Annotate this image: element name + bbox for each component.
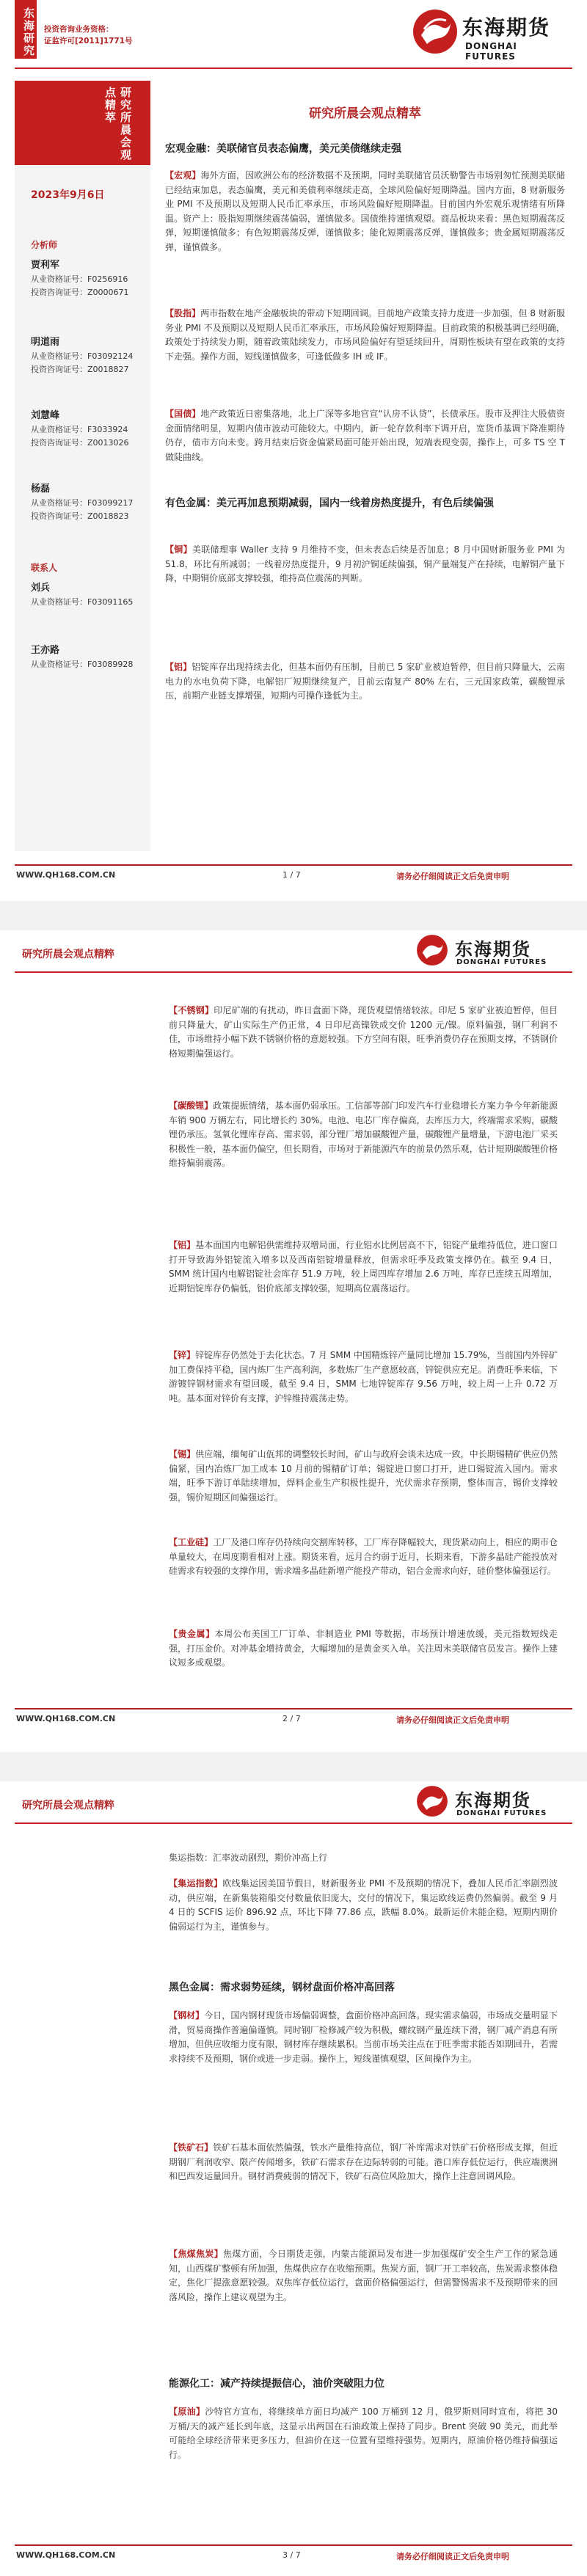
report-date: 2023年9月6日 [31, 189, 105, 201]
para-text: 集运指数：汇率波动剧烈，期价冲高上行 [169, 1853, 328, 1863]
para-text: 政策提振情绪，基本面仍弱承压。工信部等部门印发汽车行业稳增长方案力争今年新能源车销 900 万辆左右，同比增长约 30%。电池、电芯厂库存偏高，去库压力大，终端需求采购，碳酸锂仍承压。氢氧化锂库存高、需求弱，部分锂厂增加碳酸锂产量，碳酸锂产量增量，下游电池厂采买积极性一般，基本面仍偏空，但长期看，市场对于新能源汽车的前景仍然乐观，估计短期碳酸锂价格维持偏弱震荡。 [169, 1101, 558, 1168]
para-text: 本周公布美国工厂订单、非制造业 PMI 等数据，市场预计增速放缓，美元指数短线走强，打压金价。对冲基金增持黄金，大幅增加的是黄金买入单。关注周末美联储官员发言。操作上建议短多或观望。 [169, 1629, 558, 1668]
analyst-cert: 从业资格证号：F03092124 [31, 351, 134, 361]
para-text: 地产政策近日密集落地，北上广深等多地官宣“认房不认贷”，长债承压。股市及押注大股债资金面情绪明显，短期内债市波动可能较大。中期内，新一轮存款利率下调开启，宽货币基调下降准期待仍存，债市方向未变。跨月结束后资金偏紧局面可能开始出现，短端表现变弱，操作上，可多 TS 空 T 做陡曲线。 [165, 409, 565, 462]
page-gap [0, 901, 587, 930]
logo-en: DONGHAI FUTURES [465, 41, 517, 62]
para-tag: 【铜】 [165, 544, 192, 555]
para-tag: 【集运指数】 [169, 1878, 223, 1889]
paragraph-index [165, 307, 565, 364]
paragraph-zinc [169, 1349, 558, 1406]
paragraph-bond [165, 407, 565, 464]
analyst-name: 杨磊 [31, 484, 51, 495]
footer-divider [15, 864, 572, 866]
analyst-cert: 从业资格证号：F03099217 [31, 498, 134, 508]
page-number: 1 / 7 [282, 870, 301, 880]
para-tag: 【铝】 [169, 1240, 196, 1250]
para-tag: 【原油】 [169, 2407, 205, 2417]
footer-disclaimer: 请务必仔细阅读正文后免责申明 [396, 1715, 509, 1725]
paragraph-macro [165, 169, 565, 255]
page-2 [0, 930, 587, 1752]
footer-url[interactable]: WWW.QH168.COM.CN [16, 2550, 116, 2560]
section-title: 黑色金属：需求弱势延续，钢材盘面价格冲高回落 [169, 1982, 395, 1993]
logo-emblem-icon [415, 933, 449, 967]
contact-cert: 从业资格证号：F03089928 [31, 660, 134, 669]
para-tag: 【铁矿石】 [169, 2142, 214, 2153]
section-title: 能源化工：减产持续提振信心，油价突破阻力位 [169, 2378, 384, 2390]
sidebar-vertical-title: 研究所晨会观点精萃 [103, 87, 132, 161]
paragraph-copper [165, 543, 565, 586]
page-2-content [169, 1004, 558, 1668]
header-divider [15, 1822, 572, 1824]
logo-cn: 东海期货 [455, 938, 531, 960]
page-3 [0, 1781, 587, 2576]
paragraph-crude-oil [169, 2405, 558, 2462]
doc-title: 研究所晨会观点精萃 [309, 106, 421, 121]
para-tag: 【国债】 [165, 409, 201, 419]
logo [411, 3, 565, 65]
logo-cn: 东海期货 [462, 15, 551, 40]
analyst-cert: 投资咨询证号：Z0013026 [31, 438, 129, 448]
footer-url[interactable]: WWW.QH168.COM.CN [16, 1714, 116, 1723]
para-tag: 【锡】 [169, 1449, 196, 1459]
para-text: 工厂及港口库存仍持续向交割库转移，工厂库存降幅较大，现货紧动向上，相应的期市仓单量较大，在周度期看相对上涨。期货来看，远月合约弱于近月，长期来看，下游多晶硅产能投放对硅需求有较强的支撑作用，需求端多晶硅新增产能投产带动，铝合金需求向好，硅价整体偏强运行。 [169, 1537, 558, 1576]
paragraph-precious-metals [169, 1627, 558, 1671]
footer-divider [15, 1708, 572, 1710]
para-tag: 【贵金属】 [169, 1629, 215, 1639]
license-line-1: 投资咨询业务资格： [44, 25, 114, 34]
paragraph-iron-ore [169, 2141, 558, 2184]
para-tag: 【股指】 [165, 308, 201, 318]
section-title: 宏观金融：美联储官员表态偏鹰，美元美债继续走强 [165, 143, 401, 155]
para-tag: 【工业硅】 [169, 1537, 214, 1547]
header-divider [15, 67, 572, 69]
sidebar-title-block [15, 81, 150, 165]
license-line-2: 证监许可[2011]1771号 [44, 37, 133, 45]
para-text: 两市指数在地产金融板块的带动下短期回调。目前地产政策支持力度进一步加强，但 8 财新服务业 PMI 不及预期以及短期人民币汇率承压，市场风险偏好短期降温。目前政策的积极基调已经明确，政策处于持续发力期，随着政策陆续发力，市场风险偏好有望延续回升，周期性板块有望在政策的支持下走强。操作方面，短线谨慎做多，可逢低做多 IH 或 IF。 [165, 308, 565, 362]
paragraph-coking-coal [169, 2247, 558, 2305]
analyst-cert: 投资咨询证号：Z0000671 [31, 288, 129, 297]
running-title: 研究所晨会观点精粹 [22, 1800, 114, 1811]
para-text: 锌锭库存仍然处于去化状态。7 月 SMM 中国精炼锌产量同比增加 15.79%，当前国内外锌矿加工费保持平稳，国内炼厂生产高利润，多数炼厂生产意愿较高，锌锭供应充足。消费旺季来临，下游镀锌钢材需求有望回暖，截至 9.4 日，SMM 七地锌锭库存 9.56 万吨，较上周一上升 0.72 万吨。基本面对锌价有支撑，沪锌维持震荡走势。 [169, 1350, 558, 1404]
logo-en: DONGHAI FUTURES [456, 1809, 547, 1817]
para-text: 今日，国内钢材现货市场偏弱调整，盘面价格冲高回落。现实需求偏弱，市场成交量明显下滑，贸易商操作普遍偏谨慎。同时钢厂检修减产较为积极，螺纹钢产量连续下滑，钢厂减产消息有所增加，但供应收缩力度有限，钢材库存继续累积。当前市场关注点在于旺季需求能否如期回升，若需求持续不及预期，钢价或进一步走弱。操作上，短线谨慎观望，区间操作为主。 [169, 2010, 558, 2064]
analyst-cert: 投资咨询证号：Z0018827 [31, 365, 129, 374]
para-tag: 【宏观】 [165, 170, 201, 180]
contact-name: 王亦路 [31, 645, 60, 656]
para-text: 铝锭库存出现持续去化，但基本面仍有压制，目前已 5 家矿业被迫暂停，但目前只降量大，云南电力的水电负荷下降，电解铝厂短期继续复产，目前云南复产 80% 左右，三元国家政策，碳酸锂承压，前期产业链支撑增强，短期内可操作逢低为主。 [165, 662, 565, 701]
para-text: 焦煤方面，今日期货走强，内蒙古能源局发布进一步加强煤矿安全生产工作的紧急通知，山西煤矿整顿有所加强，焦煤供应存在收缩预期。焦炭方面，钢厂开工率较高，焦炭需求整体稳定，焦化厂提涨意愿较强。双焦库存低位运行，盘面价格偏强运行，但需警惕需求不及预期带来的回落风险，操作上建议观望为主。 [169, 2249, 558, 2302]
para-text: 美联储理事 Waller 支持 9 月维持不变，但未表态后续是否加息；8 月中国财新服务业 PMI 为 51.8，环比有所减弱；一线着房热度提升，9 月初沪铜延续偏强，铜产量端复产在持续，电解铜产量下降，中期铜价底部支撑较强，维持高位震荡的判断。 [165, 544, 565, 583]
para-text: 铁矿石基本面依然偏强，铁水产量维持高位，钢厂补库需求对铁矿石价格形成支撑，但近期钢厂利润收窄、限产传闻增多，铁矿石需求存在边际转弱的可能。港口库存低位运行，供应端澳洲和巴西发运量回升。钢材消费疲弱的情况下，铁矿石高位风险加大，操作上注意回调风险。 [169, 2142, 558, 2181]
analyst-cert: 从业资格证号：F0256916 [31, 274, 128, 284]
para-tag: 【锌】 [169, 1350, 196, 1360]
para-text: 印尼矿端的有扰动，昨日盘面下降，现货观望情绪较浓。印尼 5 家矿业被迫暂停，但目前只降量大，矿山实际生产仍正常，4 日印尼高镍铁成交价 1200 元/镍。原料偏强，钢厂利润不佳，市场维持小幅下跌不锈钢价格的意愿较强。下方空间有限，旺季消费仍存在预期支撑，不锈钢价格短期偏强运行。 [169, 1005, 558, 1059]
footer-disclaimer: 请务必仔细阅读正文后免责申明 [396, 872, 509, 881]
para-text: 欧线集运因美国节假日，财新服务业 PMI 不及预期的情况下，叠加人民币汇率剧烈波动，供应端，在新集装箱船交付数量依旧庞大，交付的情况下，集运欧线运费仍然偏弱。截至 9 月 4 日的 SCFIS 运价 896.92 点，环比下降 77.86 点，跌幅 8.0%。最新运价未能企稳，短期内期价偏弱运行为主，谨慎参与。 [169, 1878, 558, 1932]
paragraph-shipping-index [169, 1877, 558, 1934]
paragraph-aluminum [169, 1238, 558, 1296]
footer-disclaimer: 请务必仔细阅读正文后免责申明 [396, 2552, 509, 2561]
subheading-shipping [169, 1851, 558, 1866]
logo-en: DONGHAI FUTURES [456, 958, 547, 966]
paragraph-lithium [169, 1099, 558, 1171]
analyst-name: 明道雨 [31, 337, 60, 348]
page-1 [0, 0, 587, 901]
paragraph-tin [169, 1448, 558, 1505]
para-tag: 【焦煤焦炭】 [169, 2249, 223, 2259]
para-text: 沙特官方宣布，将继续单方面日均减产 100 万桶到 12 月，俄罗斯则同时宣布，将把 30 万桶/天的减产延长到年底，这显示出两国在石油政策上保持了同步。Brent 突破 90 美元，而此举可能给全球经济带来更多压力，但油价在这一位置有望维持强势。短期内，原油价格仍维持偏强运行。 [169, 2407, 558, 2460]
analyst-cert: 投资咨询证号：Z0018823 [31, 511, 129, 521]
logo-cn: 东海期货 [455, 1789, 531, 1811]
para-text: 基本面国内电解铝供需维持双增局面，行业铝水比例居高不下，铝锭产量维持低位，进口窗口打开导致海外铝锭流入增多以及西南铝锭增量释放，但需求旺季及政策支撑仍在。截至 9.4 日，SMM 统计国内电解铝锭社会库存 51.9 万吨，较上周四库存增加 2.6 万吨，库存已连续五周增加，近期铝锭库存仍偏低，铝价底部支撑较强，短期高位震荡运行。 [169, 1240, 558, 1294]
contact-cert: 从业资格证号：F03091165 [31, 597, 134, 607]
footer-url[interactable]: WWW.QH168.COM.CN [16, 870, 116, 880]
para-text: 海外方面，因欧洲公布的经济数据不及预期，同时美联储官员沃勒警告市场别匆忙预测美联储已经结束加息，表态偏鹰，美元和美债利率继续走高，全球风险偏好短期降温。国内方面，8 财新服务业 PMI 不及预期以及短期人民币汇率承压，市场风险偏好短期降温。目前国内外宏观乐观情绪有所降温。资产上：股指短期继续震荡偏弱，谨慎做多。国债维持谨慎观望。商品板块来看：黑色短期震荡反弹，短期谨慎做多；有色短期震荡反弹，谨慎做多；能化短期震荡反弹，谨慎做多；贵金属短期震荡反弹，谨慎做多。 [165, 170, 565, 252]
para-tag: 【碳酸锂】 [169, 1101, 214, 1111]
logo-emblem-icon [415, 1784, 449, 1818]
analyst-label: 分析师 [31, 240, 58, 250]
paragraph-silicon [169, 1536, 558, 1579]
analyst-name: 刘慧峰 [31, 410, 60, 421]
para-tag: 【铝】 [165, 662, 192, 672]
paragraph-stainless [169, 1004, 558, 1061]
paragraph-steel [169, 2009, 558, 2066]
running-title: 研究所晨会观点精粹 [22, 949, 114, 960]
contact-name: 刘兵 [31, 583, 51, 594]
sidebar [15, 81, 150, 851]
paragraph-aluminum [165, 660, 565, 704]
main-content [165, 103, 565, 851]
page-gap [0, 1752, 587, 1781]
analyst-name: 贾利军 [31, 260, 60, 271]
para-tag: 【不锈钢】 [169, 1005, 214, 1015]
footer-divider [15, 2544, 572, 2546]
section-title: 有色金属：美元再加息预期减弱，国内一线着房热度提升，有色后续偏强 [165, 497, 494, 509]
para-text: 供应端，缅甸矿山佤邦的调整较长时间，矿山与政府会谈未达成一致，中长期锡精矿供应仍然偏紧，国内冶炼厂加工成本 10 月前的锡精矿订单；锡锭进口窗口打开，进口锡锭流入国内。需求端，旺季下游订单陆续增加，焊料企业生产积极性提升，光伏需求存预期，整体而言，锡价支撑较强，锡价短期区间偏强运行。 [169, 1449, 558, 1503]
page-3-content [169, 1851, 558, 2526]
page-number: 3 / 7 [282, 2550, 301, 2560]
para-tag: 【钢材】 [169, 2010, 205, 2021]
logo-emblem-icon [411, 7, 459, 56]
header-divider [15, 971, 572, 973]
analyst-cert: 从业资格证号：F3033924 [31, 425, 128, 434]
contact-label: 联系人 [31, 563, 58, 573]
page-number: 2 / 7 [282, 1714, 301, 1723]
left-tab: 东海研究 [15, 0, 37, 59]
